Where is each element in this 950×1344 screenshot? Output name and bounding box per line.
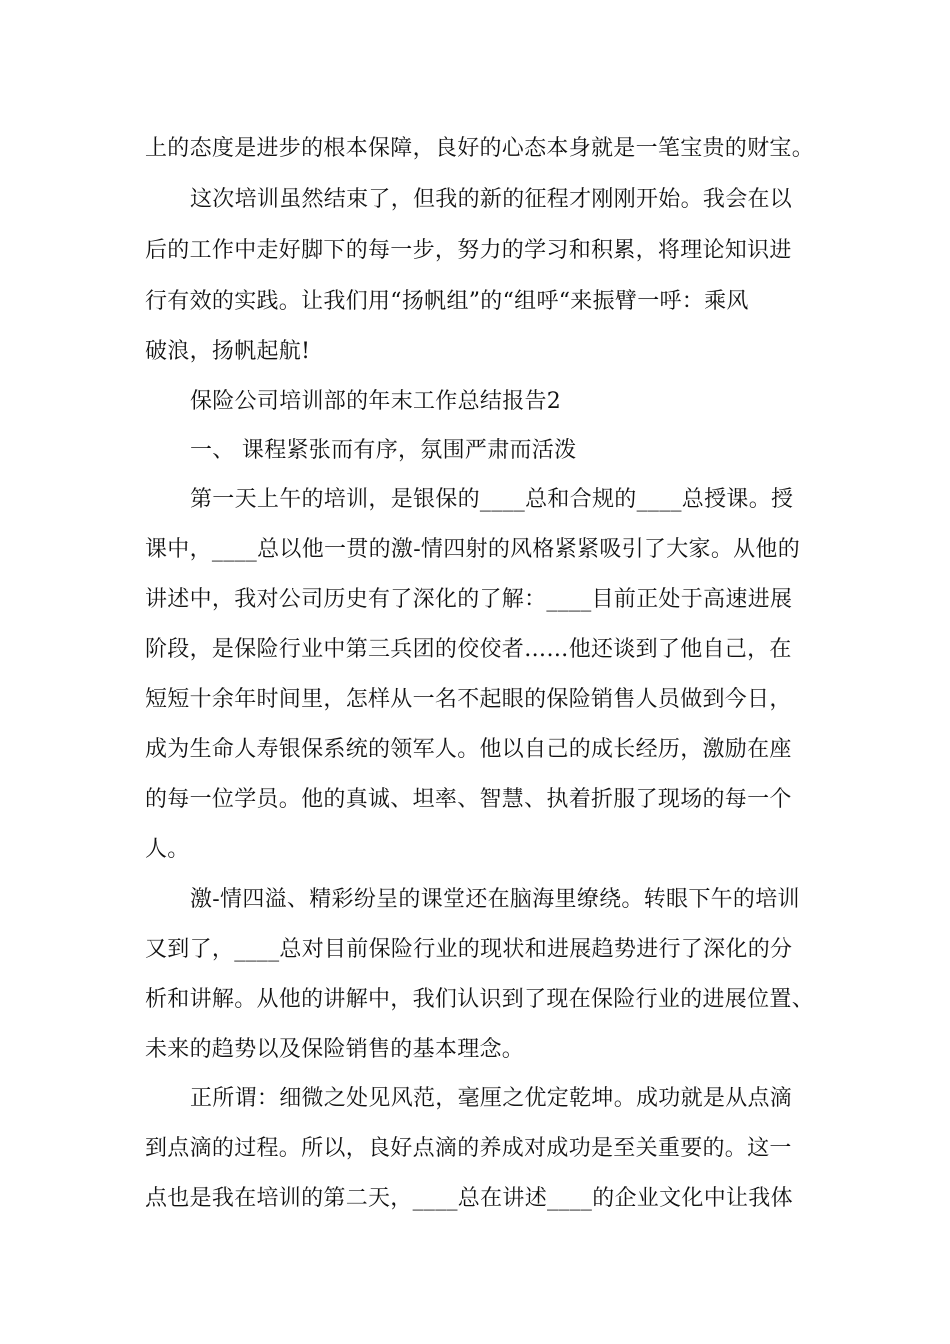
text-line: 后的工作中走好脚下的每一步，努力的学习和积累，将理论知识进 [145, 238, 792, 263]
text-line: 成为生命人寿银保系统的领军人。他以自己的成长经历，激励在座 [145, 737, 792, 762]
text-line: 短短十余年时间里，怎样从一名不起眼的保险销售人员做到今日， [145, 687, 792, 712]
text-line: 又到了，____总对目前保险行业的现状和进展趋势进行了深化的分 [145, 937, 793, 962]
text-line: 行有效的实践。让我们用“扬帆组”的“组呼“来振臂一呼：乘风 [145, 289, 749, 314]
text-line: 点也是我在培训的第二天，____总在讲述____的企业文化中让我体 [145, 1186, 793, 1211]
text-line: 课中，____总以他一贯的激-情四射的风格紧紧吸引了大家。从他的 [145, 537, 801, 562]
text-line: 激-情四溢、精彩纷呈的课堂还在脑海里缭绕。转眼下午的培训 [190, 887, 800, 912]
text-line: 未来的趋势以及保险销售的基本理念。 [145, 1037, 525, 1062]
text-line: 阶段，是保险行业中第三兵团的佼佼者……他还谈到了他自己，在 [145, 637, 792, 662]
text-line: 到点滴的过程。所以，良好点滴的养成对成功是至关重要的。这一 [145, 1136, 792, 1161]
text-line: 第一天上午的培训，是银保的____总和合规的____总授课。授 [190, 487, 794, 512]
text-line: 析和讲解。从他的讲解中，我们认识到了现在保险行业的进展位置、 [145, 987, 815, 1012]
section-heading: 一、 课程紧张而有序，氛围严肃而活泼 [190, 438, 577, 463]
text-line: 正所谓：细微之处见风范，毫厘之优定乾坤。成功就是从点滴 [190, 1086, 793, 1111]
section-title: 保险公司培训部的年末工作总结报告2 [190, 389, 562, 414]
text-line: 人。 [145, 837, 190, 862]
text-line: 的每一位学员。他的真诚、坦率、智慧、执着折服了现场的每一个 [145, 787, 792, 812]
text-line: 上的态度是进步的根本保障，良好的心态本身就是一笔宝贵的财宝。 [145, 136, 815, 161]
text-line: 破浪，扬帆起航! [145, 339, 311, 364]
text-line: 讲述中，我对公司历史有了深化的了解：____目前正处于高速进展 [145, 587, 793, 612]
text-line: 这次培训虽然结束了，但我的新的征程才刚刚开始。我会在以 [190, 187, 793, 212]
